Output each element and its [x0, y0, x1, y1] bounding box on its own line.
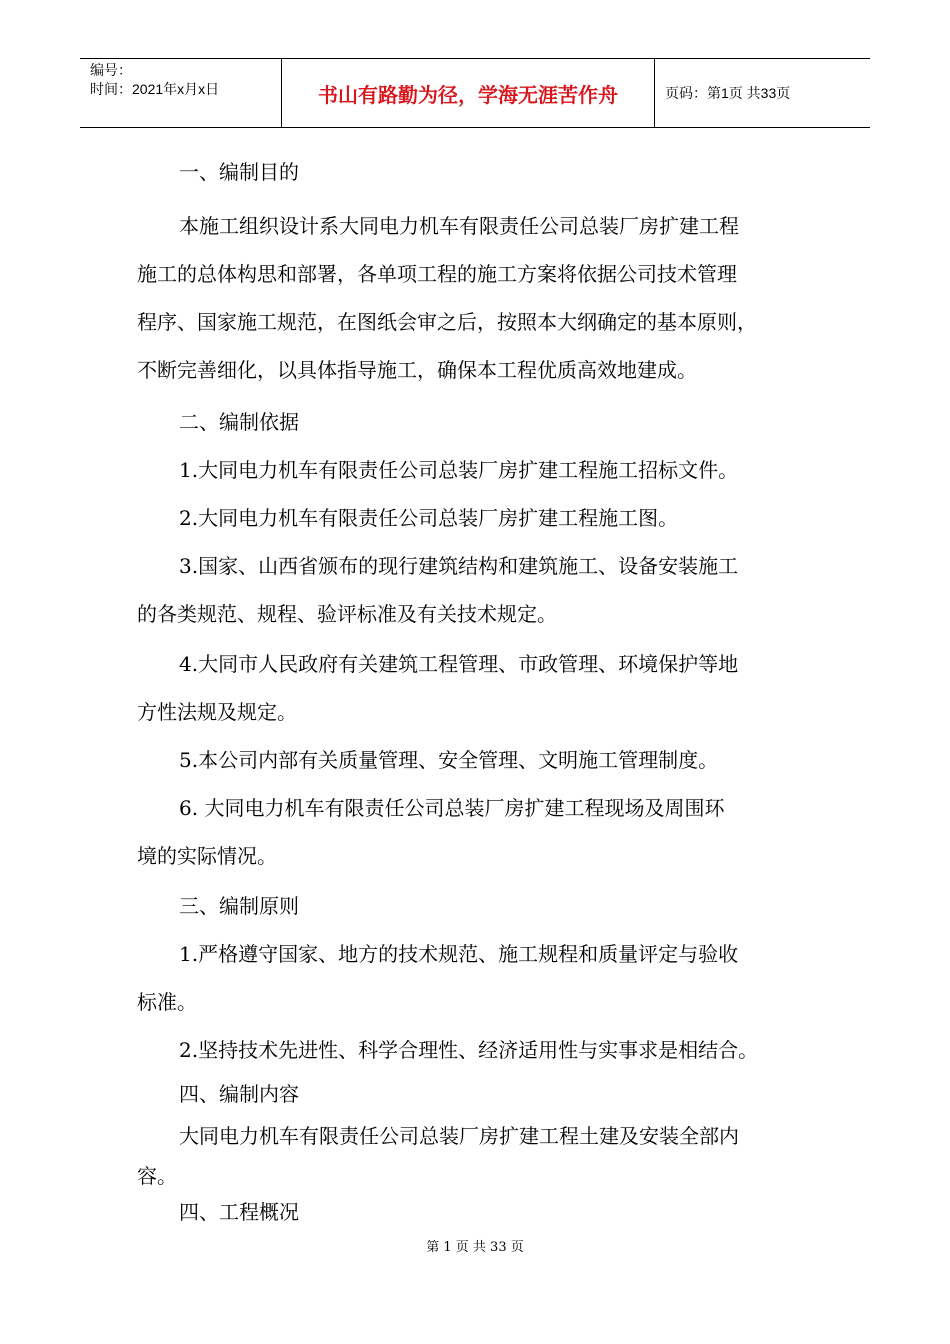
body-paragraph-line: 大同电力机车有限责任公司总装厂房扩建工程土建及安装全部内 — [179, 1124, 739, 1148]
body-paragraph-line: 4.大同市人民政府有关建筑工程管理、市政管理、环境保护等地 — [179, 652, 739, 676]
body-paragraph-line: 5.本公司内部有关质量管理、安全管理、文明施工管理制度。 — [179, 748, 719, 772]
body-paragraph-line: 不断完善细化，以具体指导施工，确保本工程优质高效地建成。 — [137, 358, 697, 382]
body-paragraph-line: 2.坚持技术先进性、科学合理性、经济适用性与实事求是相结合。 — [179, 1038, 759, 1062]
header-left-cell — [80, 59, 281, 127]
body-paragraph-line: 四、工程概况 — [179, 1200, 299, 1224]
header-page-label: 页码：第1页 共33页 — [665, 85, 791, 101]
body-paragraph-line: 2.大同电力机车有限责任公司总装厂房扩建工程施工图。 — [179, 506, 679, 530]
body-paragraph-line: 境的实际情况。 — [137, 844, 277, 868]
document-time-label: 时间：2021年x月x日 — [90, 81, 220, 97]
header-motto: 书山有路勤为径，学海无涯苦作舟 — [281, 59, 655, 127]
body-paragraph-line: 程序、国家施工规范，在图纸会审之后，按照本大纲确定的基本原则， — [137, 310, 757, 334]
body-paragraph-line: 标准。 — [137, 990, 197, 1014]
body-paragraph-line: 三、编制原则 — [179, 894, 299, 918]
document-number-label: 编号： — [90, 62, 132, 78]
body-paragraph-line: 一、编制目的 — [179, 160, 299, 184]
body-paragraph-line: 二、编制依据 — [179, 410, 299, 434]
body-paragraph-line: 的各类规范、规程、验评标准及有关技术规定。 — [137, 602, 557, 626]
body-paragraph-line: 3.国家、山西省颁布的现行建筑结构和建筑施工、设备安装施工 — [179, 554, 739, 578]
page-footer: 第 1 页 共 33 页 — [426, 1240, 524, 1255]
body-paragraph-line: 方性法规及规定。 — [137, 700, 297, 724]
page-header — [80, 58, 870, 128]
body-paragraph-line: 6. 大同电力机车有限责任公司总装厂房扩建工程现场及周围环 — [179, 796, 725, 820]
body-paragraph-line: 1.严格遵守国家、地方的技术规范、施工规程和质量评定与验收 — [179, 942, 739, 966]
body-paragraph-line: 容。 — [137, 1164, 177, 1188]
body-paragraph-line: 本施工组织设计系大同电力机车有限责任公司总装厂房扩建工程 — [179, 214, 739, 238]
body-paragraph-line: 1.大同电力机车有限责任公司总装厂房扩建工程施工招标文件。 — [179, 458, 739, 482]
body-paragraph-line: 施工的总体构思和部署，各单项工程的施工方案将依据公司技术管理 — [137, 262, 737, 286]
body-paragraph-line: 四、编制内容 — [179, 1082, 299, 1106]
